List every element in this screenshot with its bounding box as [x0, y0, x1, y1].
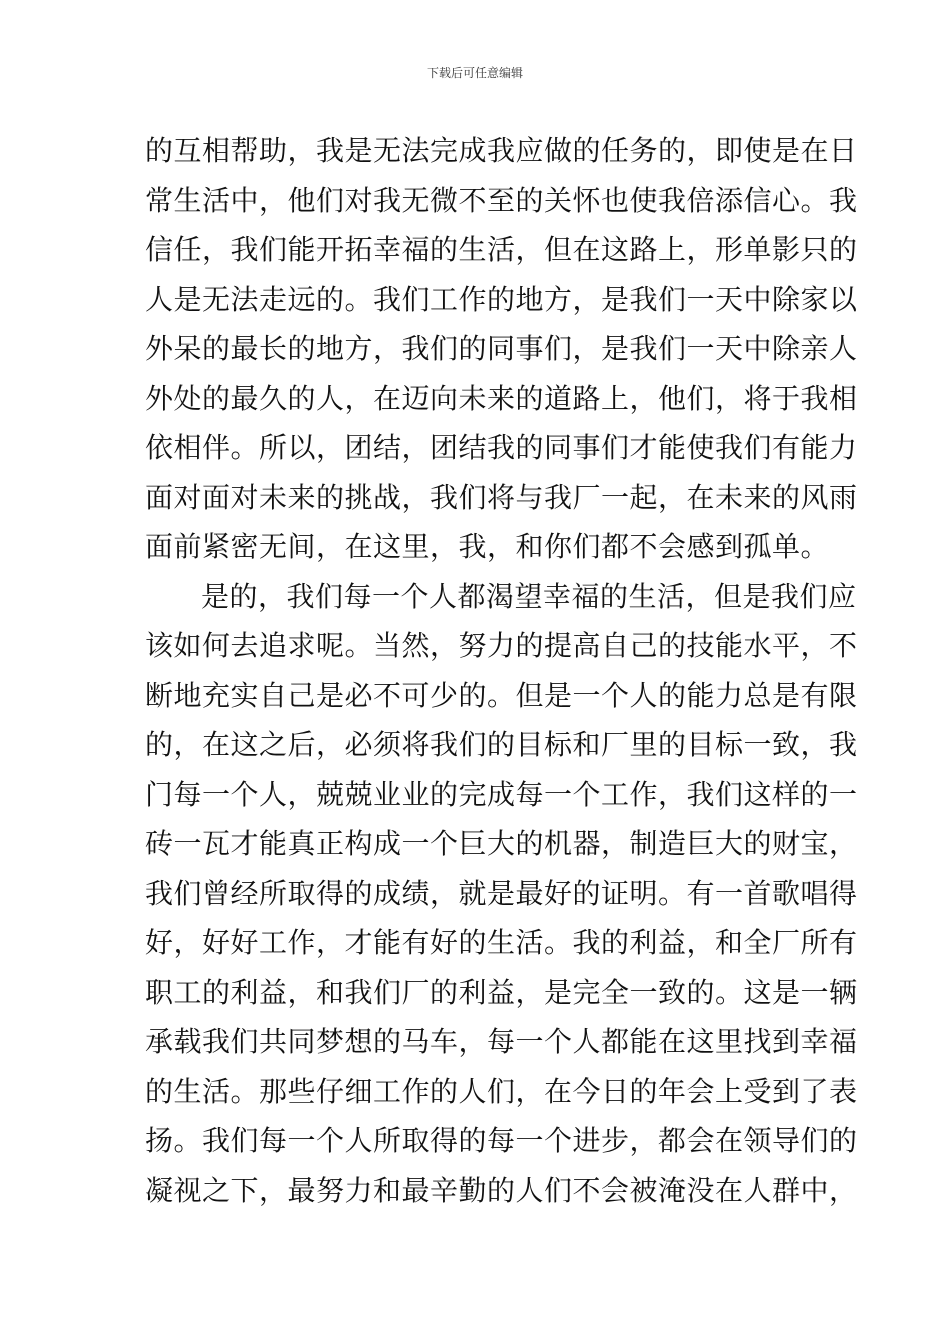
paragraph-2: [145, 572, 858, 1216]
text-line: 该如何去追求呢。当然，努力的提高自己的技能水平，不: [145, 629, 858, 662]
paragraph-1: [145, 126, 858, 572]
text-line: 好，好好工作，才能有好的生活。我的利益，和全厂所有: [145, 926, 858, 959]
text-line: 我们曾经所取得的成绩，就是最好的证明。有一首歌唱得: [145, 876, 858, 910]
text-line: 的生活。那些仔细工作的人们，在今日的年会上受到了表: [145, 1074, 858, 1108]
text-line: 门每一个人，兢兢业业的完成每一个工作，我们这样的一: [145, 777, 858, 811]
text-line: 面对面对未来的挑战，我们将与我厂一起，在未来的风雨: [145, 480, 858, 514]
text-line: 外呆的最长的地方，我们的同事们，是我们一天中除亲人: [145, 332, 858, 365]
text-line: 人是无法走远的。我们工作的地方，是我们一天中除家以: [145, 282, 858, 316]
text-line: 凝视之下，最努力和最辛勤的人们不会被淹没在人群中，: [145, 1173, 858, 1207]
page-header: 下载后可任意编辑: [426, 66, 523, 80]
text-line: 砖一瓦才能真正构成一个巨大的机器，制造巨大的财宝，: [145, 827, 858, 860]
text-line: 信任，我们能开拓幸福的生活，但在这路上，形单影只的: [145, 233, 858, 266]
text-line: 常生活中，他们对我无微不至的关怀也使我倍添信心。我: [145, 183, 858, 217]
text-line: 扬。我们每一个人所取得的每一个进步，都会在领导们的: [145, 1124, 858, 1157]
text-line: 职工的利益，和我们厂的利益，是完全一致的。这是一辆: [145, 975, 858, 1009]
text-line: 外处的最久的人，在迈向未来的道路上，他们，将于我相: [145, 381, 858, 415]
text-line: 是的，我们每一个人都渴望幸福的生活，但是我们应: [201, 579, 857, 613]
text-line: 断地充实自己是必不可少的。但是一个人的能力总是有限: [145, 678, 858, 712]
text-line: 面前紧密无间，在这里，我，和你们都不会感到孤单。: [145, 530, 830, 563]
document-body: [145, 126, 858, 1215]
text-line: 承载我们共同梦想的马车，每一个人都能在这里找到幸福: [145, 1025, 858, 1058]
text-line: 的，在这之后，必须将我们的目标和厂里的目标一致，我: [145, 728, 858, 761]
text-line: 依相伴。所以，团结，团结我的同事们才能使我们有能力: [145, 431, 858, 464]
text-line: 的互相帮助，我是无法完成我应做的任务的，即使是在日: [145, 134, 858, 167]
